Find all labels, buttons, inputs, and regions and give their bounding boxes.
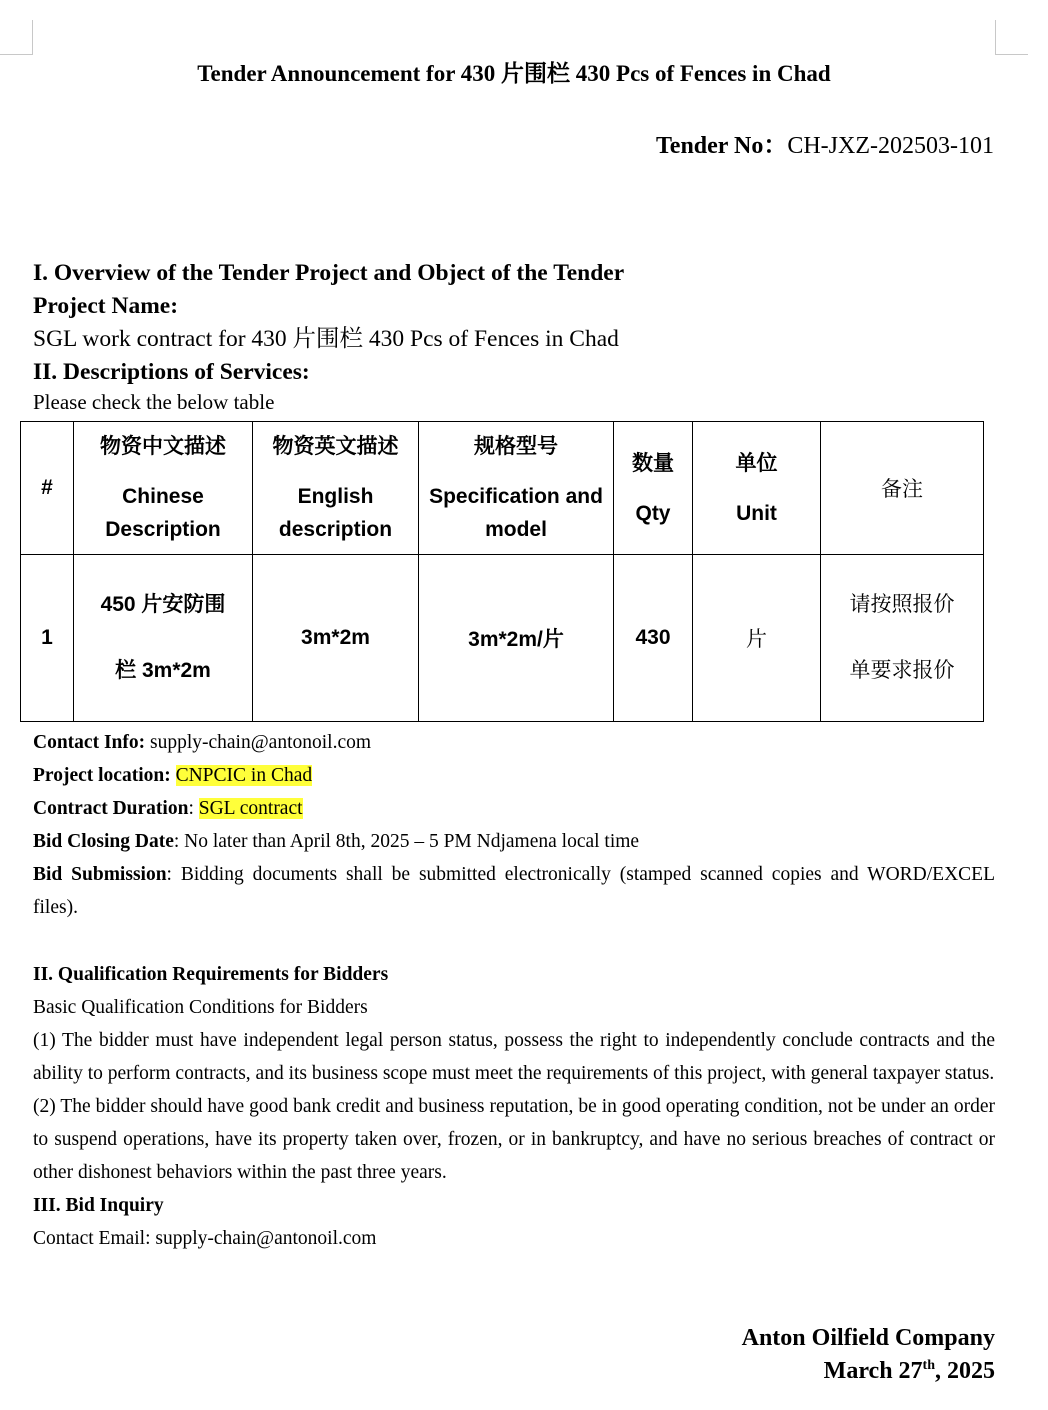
header-qty <box>614 422 693 555</box>
header-en-desc-cn: 物资英文描述 <box>272 435 399 458</box>
header-cn-desc <box>74 422 253 555</box>
header-en-desc <box>253 422 419 555</box>
document-title: Tender Announcement for 430 片围栏 430 Pcs of Fences in Chad <box>197 61 831 86</box>
tender-number-value: CH-JXZ-202503-101 <box>787 133 994 159</box>
bid-closing-date: Bid Closing Date: No later than April 8th, 2025 – 5 PM Ndjamena local time <box>33 831 640 852</box>
section-overview <box>33 257 995 415</box>
section1-heading: I. Overview of the Tender Project and Object of the Tender <box>33 260 625 286</box>
contract-duration-label: Contract Duration <box>33 798 189 819</box>
signature-date-sup: th <box>922 1358 935 1373</box>
qualification-item-2: (2) The bidder should have good bank credit and business reputation, be in good operating condition, not be under an order to suspend operations, have its property taken over, frozen, or in bankruptcy, and have no serious breaches of contract or other dishonest behaviors within the past three years. <box>33 1096 995 1183</box>
cell-remark <box>821 555 984 722</box>
tender-number <box>656 130 994 162</box>
project-name: SGL work contract for 430 片围栏 430 Pcs of Fences in Chad <box>33 326 619 352</box>
qualification-item-1: (1) The bidder must have independent legal person status, possess the right to independently conclude contracts and the ability to perform contracts, and its business scope must meet the requirements of this project, with general taxpayer status. <box>33 1030 995 1084</box>
header-spec-en: Specification and model <box>429 485 603 541</box>
header-spec-cn: 规格型号 <box>474 435 558 458</box>
tender-number-label: Tender No： <box>655 133 788 159</box>
header-qty-cn: 数量 <box>632 451 674 475</box>
section2-heading: II. Descriptions of Services: <box>33 359 310 385</box>
header-qty-en: Qty <box>635 501 671 525</box>
bid-submission-value: Bidding documents shall be submitted electronically (stamped scanned copies and WORD/EXCEL files). <box>33 864 995 918</box>
project-location <box>33 759 995 792</box>
section-details <box>33 726 995 924</box>
header-unit-en: Unit <box>736 501 777 525</box>
cell-remark-line1: 请按照报价 <box>849 593 955 616</box>
cell-cn-desc <box>74 555 253 722</box>
bid-submission-label: Bid Submission <box>33 864 167 885</box>
header-cn-desc-cn: 物资中文描述 <box>100 435 226 458</box>
header-remark <box>821 422 984 555</box>
page-corner-mark-right <box>995 20 1028 55</box>
contract-duration: Contract Duration: SGL contract <box>33 798 303 819</box>
inquiry-heading: III. Bid Inquiry <box>33 1195 164 1216</box>
section2-intro: Please check the below table <box>33 390 275 414</box>
contact-info-label: Contact Info: <box>33 732 146 753</box>
contact-info <box>33 726 995 759</box>
cell-spec: 3m*2m/片 <box>419 555 614 722</box>
project-location-value: CNPCIC in Chad <box>175 765 313 786</box>
header-unit <box>693 422 821 555</box>
signature-date-prefix: March 27 <box>823 1358 923 1384</box>
cell-num: 1 <box>21 555 74 722</box>
header-spec <box>419 422 614 555</box>
cell-remark-line2: 单要求报价 <box>849 659 955 682</box>
cell-unit: 片 <box>693 555 821 722</box>
cell-cn-desc-line1: 450 片安防围 <box>100 593 226 616</box>
qualification-heading: II. Qualification Requirements for Bidders <box>33 964 389 985</box>
bid-closing-value: No later than April 8th, 2025 – 5 PM Ndjamena local time <box>184 831 640 852</box>
header-num: # <box>21 422 74 555</box>
signature-company: Anton Oilfield Company <box>741 1325 995 1351</box>
services-table <box>20 421 984 722</box>
cell-en-desc: 3m*2m <box>253 555 419 722</box>
qualification-subheading: Basic Qualification Conditions for Bidders <box>33 997 368 1018</box>
cell-cn-desc-line2: 栏 3m*2m <box>115 659 211 682</box>
table-row <box>21 555 984 722</box>
section-qualification <box>33 958 995 1255</box>
contact-info-value: supply-chain@antonoil.com <box>150 732 372 753</box>
table-header-row <box>21 422 984 555</box>
cell-qty: 430 <box>614 555 693 722</box>
inquiry-email: Contact Email: supply-chain@antonoil.com <box>33 1228 377 1249</box>
header-unit-cn: 单位 <box>735 451 778 475</box>
signature-date-suffix: , 2025 <box>935 1358 995 1384</box>
contract-duration-value: SGL contract <box>198 798 303 819</box>
header-en-desc-en: English description <box>278 485 393 541</box>
page-corner-mark-left <box>0 20 33 55</box>
header-cn-desc-en: Chinese Description <box>105 485 221 541</box>
bid-closing-label: Bid Closing Date <box>33 831 174 852</box>
bid-submission: Bid Submission: Bidding documents shall be submitted electronically (stamped scanned copies and WORD/EXCEL files). <box>33 864 995 918</box>
project-location-label: Project location: <box>33 765 171 786</box>
project-name-label: Project Name: <box>33 293 179 319</box>
signature-date <box>824 1355 995 1388</box>
header-remark-cn: 备注 <box>881 478 923 501</box>
